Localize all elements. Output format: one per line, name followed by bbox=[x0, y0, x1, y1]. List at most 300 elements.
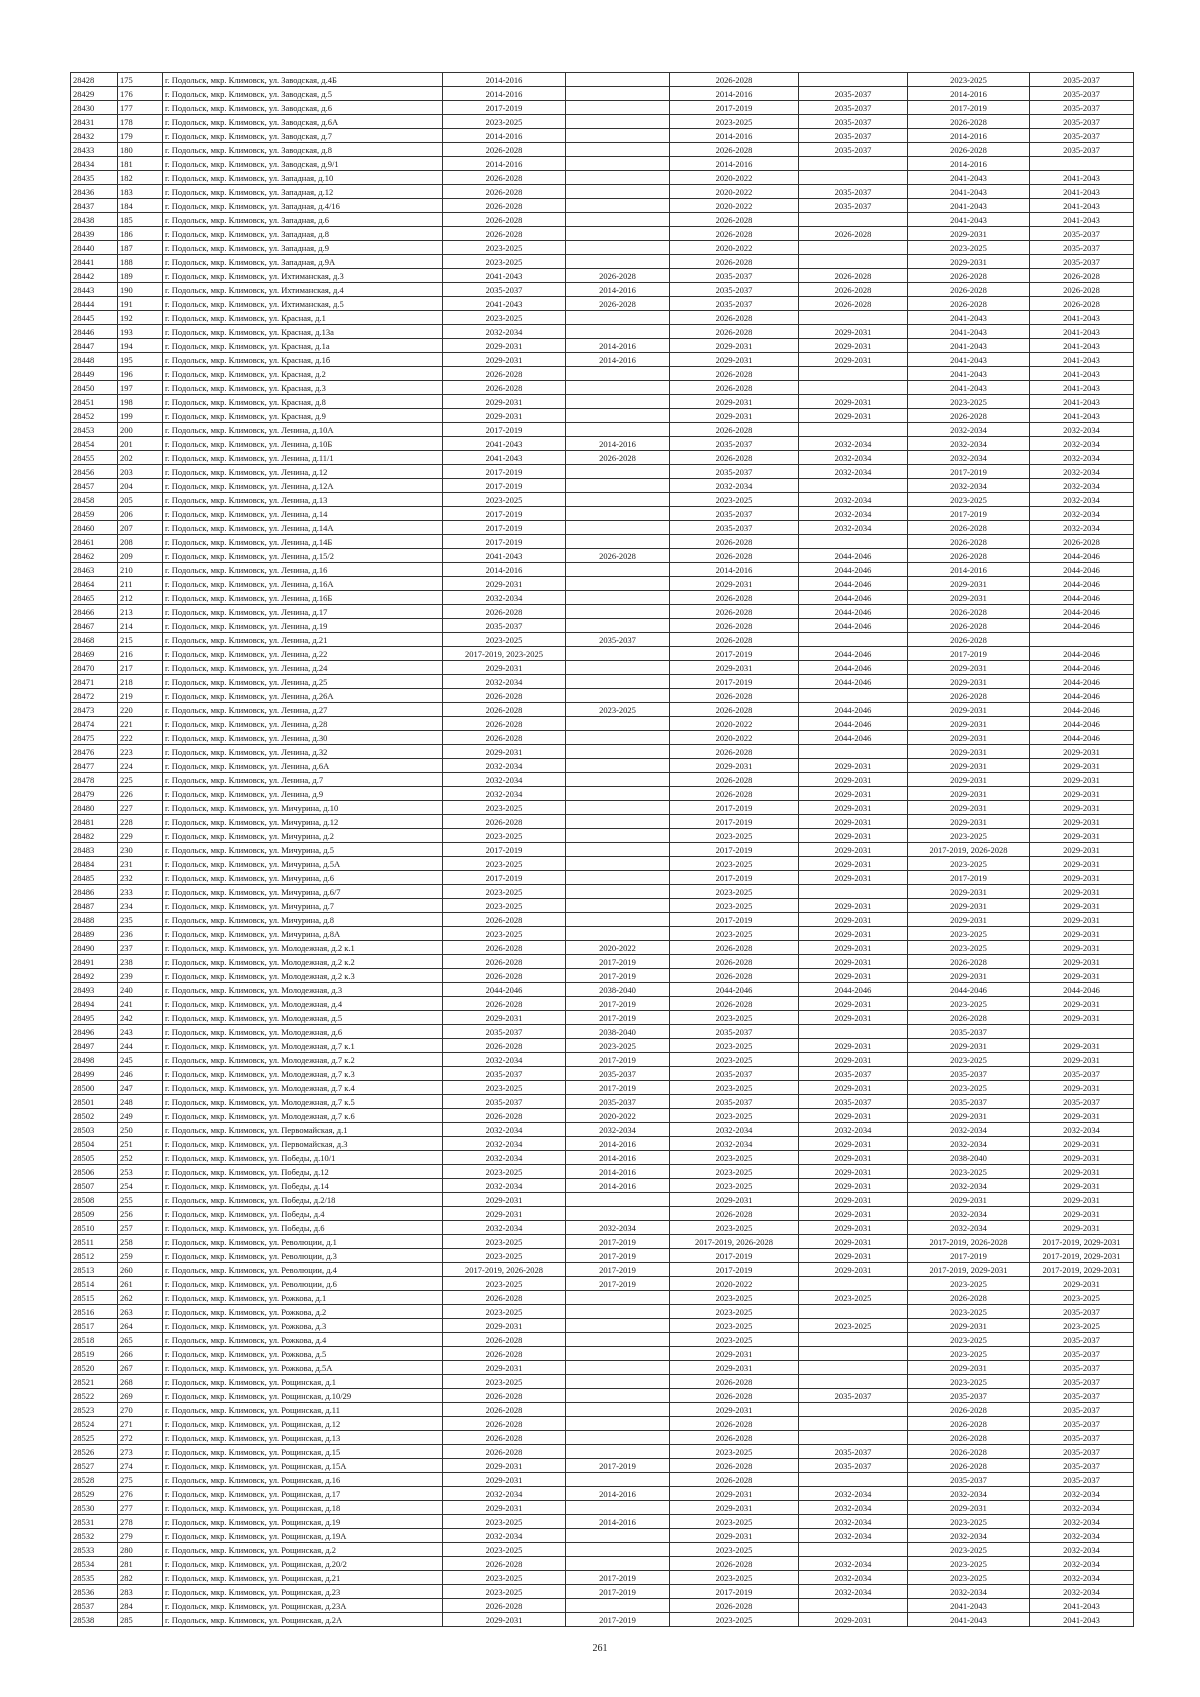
item-number-cell: 285 bbox=[118, 1613, 163, 1627]
item-number-cell: 282 bbox=[118, 1571, 163, 1585]
period-3-cell: 2035-2037 bbox=[670, 1025, 799, 1039]
record-number-cell: 28536 bbox=[71, 1585, 118, 1599]
record-number-cell: 28472 bbox=[71, 689, 118, 703]
item-number-cell: 239 bbox=[118, 969, 163, 983]
record-number-cell: 28504 bbox=[71, 1137, 118, 1151]
table-row bbox=[71, 1501, 1134, 1515]
period-3-cell: 2023-2025 bbox=[670, 1333, 799, 1347]
record-number-cell: 28482 bbox=[71, 829, 118, 843]
period-1-cell: 2035-2037 bbox=[443, 1095, 566, 1109]
record-number-cell: 28513 bbox=[71, 1263, 118, 1277]
period-3-cell: 2026-2028 bbox=[670, 213, 799, 227]
item-number-cell: 204 bbox=[118, 479, 163, 493]
period-5-cell: 2023-2025 bbox=[908, 1515, 1030, 1529]
period-2-cell: 2035-2037 bbox=[566, 1095, 670, 1109]
period-3-cell: 2026-2028 bbox=[670, 255, 799, 269]
period-6-cell: 2017-2019, 2029-2031 bbox=[1030, 1235, 1134, 1249]
period-1-cell: 2026-2028 bbox=[443, 913, 566, 927]
period-2-cell: 2023-2025 bbox=[566, 1039, 670, 1053]
period-5-cell: 2026-2028 bbox=[908, 619, 1030, 633]
period-5-cell: 2041-2043 bbox=[908, 171, 1030, 185]
period-1-cell: 2026-2028 bbox=[443, 1347, 566, 1361]
period-2-cell bbox=[566, 675, 670, 689]
address-cell: г. Подольск, мкр. Климовск, ул. Молодежная, д.7 к.6 bbox=[163, 1109, 443, 1123]
table-row bbox=[71, 255, 1134, 269]
item-number-cell: 196 bbox=[118, 367, 163, 381]
table-row bbox=[71, 1165, 1134, 1179]
item-number-cell: 271 bbox=[118, 1417, 163, 1431]
period-5-cell: 2023-2025 bbox=[908, 1543, 1030, 1557]
item-number-cell: 226 bbox=[118, 787, 163, 801]
period-5-cell: 2032-2034 bbox=[908, 1137, 1030, 1151]
item-number-cell: 175 bbox=[118, 73, 163, 87]
record-number-cell: 28484 bbox=[71, 857, 118, 871]
period-2-cell bbox=[566, 913, 670, 927]
address-cell: г. Подольск, мкр. Климовск, ул. Рощинская, д.19 bbox=[163, 1515, 443, 1529]
period-5-cell: 2023-2025 bbox=[908, 1333, 1030, 1347]
period-6-cell: 2044-2046 bbox=[1030, 591, 1134, 605]
period-5-cell: 2032-2034 bbox=[908, 1529, 1030, 1543]
period-5-cell: 2023-2025 bbox=[908, 927, 1030, 941]
period-1-cell: 2032-2034 bbox=[443, 675, 566, 689]
address-cell: г. Подольск, мкр. Климовск, ул. Ленина, д.14 bbox=[163, 507, 443, 521]
record-number-cell: 28465 bbox=[71, 591, 118, 605]
record-number-cell: 28462 bbox=[71, 549, 118, 563]
period-5-cell: 2023-2025 bbox=[908, 1053, 1030, 1067]
period-1-cell: 2014-2016 bbox=[443, 73, 566, 87]
record-number-cell: 28483 bbox=[71, 843, 118, 857]
period-6-cell: 2029-2031 bbox=[1030, 899, 1134, 913]
period-5-cell: 2023-2025 bbox=[908, 241, 1030, 255]
address-cell: г. Подольск, мкр. Климовск, ул. Ленина, д.26А bbox=[163, 689, 443, 703]
period-6-cell: 2029-2031 bbox=[1030, 913, 1134, 927]
period-5-cell: 2041-2043 bbox=[908, 1613, 1030, 1627]
period-4-cell bbox=[799, 73, 908, 87]
period-3-cell: 2023-2025 bbox=[670, 885, 799, 899]
table-row bbox=[71, 325, 1134, 339]
period-1-cell: 2044-2046 bbox=[443, 983, 566, 997]
table-row bbox=[71, 1543, 1134, 1557]
period-3-cell: 2029-2031 bbox=[670, 1361, 799, 1375]
period-3-cell: 2023-2025 bbox=[670, 115, 799, 129]
period-4-cell: 2029-2031 bbox=[799, 773, 908, 787]
period-1-cell: 2026-2028 bbox=[443, 955, 566, 969]
period-6-cell: 2035-2037 bbox=[1030, 1305, 1134, 1319]
period-6-cell: 2041-2043 bbox=[1030, 353, 1134, 367]
period-4-cell: 2023-2025 bbox=[799, 1291, 908, 1305]
period-2-cell bbox=[566, 395, 670, 409]
address-cell: г. Подольск, мкр. Климовск, ул. Мичурина, д.6/7 bbox=[163, 885, 443, 899]
item-number-cell: 219 bbox=[118, 689, 163, 703]
period-2-cell: 2023-2025 bbox=[566, 703, 670, 717]
address-cell: г. Подольск, мкр. Климовск, ул. Ленина, д.16 bbox=[163, 563, 443, 577]
period-1-cell: 2041-2043 bbox=[443, 451, 566, 465]
record-number-cell: 28438 bbox=[71, 213, 118, 227]
table-row bbox=[71, 395, 1134, 409]
period-4-cell: 2044-2046 bbox=[799, 577, 908, 591]
period-6-cell: 2044-2046 bbox=[1030, 717, 1134, 731]
period-2-cell bbox=[566, 507, 670, 521]
period-1-cell: 2023-2025 bbox=[443, 1305, 566, 1319]
period-2-cell bbox=[566, 213, 670, 227]
table-row bbox=[71, 185, 1134, 199]
period-3-cell: 2023-2025 bbox=[670, 1543, 799, 1557]
address-cell: г. Подольск, мкр. Климовск, ул. Ленина, д.9 bbox=[163, 787, 443, 801]
period-2-cell bbox=[566, 1557, 670, 1571]
period-1-cell: 2032-2034 bbox=[443, 1529, 566, 1543]
record-number-cell: 28457 bbox=[71, 479, 118, 493]
period-1-cell: 2032-2034 bbox=[443, 591, 566, 605]
period-3-cell: 2023-2025 bbox=[670, 829, 799, 843]
period-3-cell: 2026-2028 bbox=[670, 1375, 799, 1389]
record-number-cell: 28456 bbox=[71, 465, 118, 479]
address-cell: г. Подольск, мкр. Климовск, ул. Победы, д.12 bbox=[163, 1165, 443, 1179]
period-1-cell: 2026-2028 bbox=[443, 689, 566, 703]
period-6-cell: 2044-2046 bbox=[1030, 549, 1134, 563]
table-row bbox=[71, 1445, 1134, 1459]
period-2-cell: 2017-2019 bbox=[566, 1081, 670, 1095]
item-number-cell: 253 bbox=[118, 1165, 163, 1179]
address-cell: г. Подольск, мкр. Климовск, ул. Западная, д.9А bbox=[163, 255, 443, 269]
address-cell: г. Подольск, мкр. Климовск, ул. Западная, д.4/16 bbox=[163, 199, 443, 213]
address-cell: г. Подольск, мкр. Климовск, ул. Рожкова, д.5А bbox=[163, 1361, 443, 1375]
period-1-cell: 2026-2028 bbox=[443, 1389, 566, 1403]
period-1-cell: 2026-2028 bbox=[443, 171, 566, 185]
address-cell: г. Подольск, мкр. Климовск, ул. Революции, д.1 bbox=[163, 1235, 443, 1249]
period-6-cell: 2029-2031 bbox=[1030, 857, 1134, 871]
period-4-cell bbox=[799, 1361, 908, 1375]
period-1-cell: 2023-2025 bbox=[443, 899, 566, 913]
period-1-cell: 2032-2034 bbox=[443, 325, 566, 339]
table-row bbox=[71, 115, 1134, 129]
address-cell: г. Подольск, мкр. Климовск, ул. Рощинская, д.23 bbox=[163, 1585, 443, 1599]
item-number-cell: 220 bbox=[118, 703, 163, 717]
period-5-cell: 2035-2037 bbox=[908, 1389, 1030, 1403]
address-cell: г. Подольск, мкр. Климовск, ул. Рощинская, д.15А bbox=[163, 1459, 443, 1473]
period-3-cell: 2026-2028 bbox=[670, 423, 799, 437]
address-cell: г. Подольск, мкр. Климовск, ул. Рощинская, д.2А bbox=[163, 1613, 443, 1627]
address-cell: г. Подольск, мкр. Климовск, ул. Заводская, д.6А bbox=[163, 115, 443, 129]
period-4-cell: 2035-2037 bbox=[799, 1445, 908, 1459]
period-3-cell: 2029-2031 bbox=[670, 1487, 799, 1501]
address-cell: г. Подольск, мкр. Климовск, ул. Ленина, д.11/1 bbox=[163, 451, 443, 465]
period-4-cell: 2035-2037 bbox=[799, 101, 908, 115]
period-1-cell: 2032-2034 bbox=[443, 1487, 566, 1501]
period-1-cell: 2017-2019 bbox=[443, 479, 566, 493]
period-3-cell: 2017-2019 bbox=[670, 675, 799, 689]
period-3-cell: 2017-2019 bbox=[670, 1249, 799, 1263]
address-cell: г. Подольск, мкр. Климовск, ул. Заводская, д.4Б bbox=[163, 73, 443, 87]
table-row bbox=[71, 1319, 1134, 1333]
period-6-cell: 2023-2025 bbox=[1030, 1291, 1134, 1305]
record-number-cell: 28473 bbox=[71, 703, 118, 717]
period-2-cell bbox=[566, 577, 670, 591]
record-number-cell: 28506 bbox=[71, 1165, 118, 1179]
address-cell: г. Подольск, мкр. Климовск, ул. Победы, д.6 bbox=[163, 1221, 443, 1235]
address-cell: г. Подольск, мкр. Климовск, ул. Революции, д.4 bbox=[163, 1263, 443, 1277]
record-number-cell: 28440 bbox=[71, 241, 118, 255]
period-2-cell bbox=[566, 1529, 670, 1543]
period-5-cell: 2023-2025 bbox=[908, 1375, 1030, 1389]
period-4-cell: 2032-2034 bbox=[799, 451, 908, 465]
period-4-cell: 2029-2031 bbox=[799, 997, 908, 1011]
period-5-cell: 2023-2025 bbox=[908, 829, 1030, 843]
table-row bbox=[71, 1431, 1134, 1445]
period-6-cell: 2032-2034 bbox=[1030, 451, 1134, 465]
period-6-cell: 2044-2046 bbox=[1030, 577, 1134, 591]
period-6-cell: 2032-2034 bbox=[1030, 493, 1134, 507]
period-5-cell: 2014-2016 bbox=[908, 157, 1030, 171]
address-cell: г. Подольск, мкр. Климовск, ул. Ихтиманская, д.4 bbox=[163, 283, 443, 297]
item-number-cell: 218 bbox=[118, 675, 163, 689]
period-2-cell bbox=[566, 591, 670, 605]
table-row bbox=[71, 479, 1134, 493]
item-number-cell: 180 bbox=[118, 143, 163, 157]
period-4-cell bbox=[799, 171, 908, 185]
table-row bbox=[71, 1557, 1134, 1571]
period-2-cell: 2017-2019 bbox=[566, 1053, 670, 1067]
period-3-cell: 2029-2031 bbox=[670, 1347, 799, 1361]
period-5-cell: 2035-2037 bbox=[908, 1067, 1030, 1081]
period-5-cell: 2041-2043 bbox=[908, 1599, 1030, 1613]
period-1-cell: 2035-2037 bbox=[443, 1067, 566, 1081]
item-number-cell: 228 bbox=[118, 815, 163, 829]
period-1-cell: 2023-2025 bbox=[443, 885, 566, 899]
period-3-cell: 2020-2022 bbox=[670, 731, 799, 745]
period-4-cell: 2029-2031 bbox=[799, 871, 908, 885]
item-number-cell: 176 bbox=[118, 87, 163, 101]
period-1-cell: 2029-2031 bbox=[443, 1011, 566, 1025]
item-number-cell: 237 bbox=[118, 941, 163, 955]
period-6-cell: 2035-2037 bbox=[1030, 1361, 1134, 1375]
period-1-cell: 2026-2028 bbox=[443, 1431, 566, 1445]
period-4-cell: 2032-2034 bbox=[799, 1515, 908, 1529]
table-row bbox=[71, 381, 1134, 395]
record-number-cell: 28475 bbox=[71, 731, 118, 745]
period-4-cell: 2029-2031 bbox=[799, 395, 908, 409]
period-1-cell: 2026-2028 bbox=[443, 1599, 566, 1613]
table-row bbox=[71, 493, 1134, 507]
period-4-cell: 2029-2031 bbox=[799, 815, 908, 829]
period-4-cell: 2029-2031 bbox=[799, 1151, 908, 1165]
record-number-cell: 28468 bbox=[71, 633, 118, 647]
period-2-cell bbox=[566, 1347, 670, 1361]
item-number-cell: 210 bbox=[118, 563, 163, 577]
period-1-cell: 2014-2016 bbox=[443, 87, 566, 101]
period-3-cell: 2044-2046 bbox=[670, 983, 799, 997]
period-3-cell: 2029-2031 bbox=[670, 395, 799, 409]
period-2-cell bbox=[566, 409, 670, 423]
period-6-cell: 2041-2043 bbox=[1030, 311, 1134, 325]
record-number-cell: 28435 bbox=[71, 171, 118, 185]
address-cell: г. Подольск, мкр. Климовск, ул. Ленина, д.10Б bbox=[163, 437, 443, 451]
table-row bbox=[71, 213, 1134, 227]
period-5-cell: 2029-2031 bbox=[908, 717, 1030, 731]
period-5-cell: 2029-2031 bbox=[908, 703, 1030, 717]
period-1-cell: 2026-2028 bbox=[443, 1445, 566, 1459]
address-cell: г. Подольск, мкр. Климовск, ул. Рощинская, д.15 bbox=[163, 1445, 443, 1459]
address-cell: г. Подольск, мкр. Климовск, ул. Ленина, д.13 bbox=[163, 493, 443, 507]
address-cell: г. Подольск, мкр. Климовск, ул. Молодежная, д.7 к.5 bbox=[163, 1095, 443, 1109]
period-1-cell: 2032-2034 bbox=[443, 1137, 566, 1151]
period-6-cell: 2032-2034 bbox=[1030, 1529, 1134, 1543]
period-2-cell: 2026-2028 bbox=[566, 549, 670, 563]
period-3-cell: 2023-2025 bbox=[670, 1151, 799, 1165]
table-row bbox=[71, 283, 1134, 297]
period-4-cell bbox=[799, 381, 908, 395]
table-row bbox=[71, 633, 1134, 647]
table-row bbox=[71, 171, 1134, 185]
address-cell: г. Подольск, мкр. Климовск, ул. Рощинская, д.23А bbox=[163, 1599, 443, 1613]
item-number-cell: 265 bbox=[118, 1333, 163, 1347]
record-number-cell: 28517 bbox=[71, 1319, 118, 1333]
period-5-cell: 2026-2028 bbox=[908, 689, 1030, 703]
address-cell: г. Подольск, мкр. Климовск, ул. Молодежная, д.6 bbox=[163, 1025, 443, 1039]
item-number-cell: 266 bbox=[118, 1347, 163, 1361]
period-2-cell bbox=[566, 927, 670, 941]
address-cell: г. Подольск, мкр. Климовск, ул. Мичурина, д.2 bbox=[163, 829, 443, 843]
address-cell: г. Подольск, мкр. Климовск, ул. Ленина, д.27 bbox=[163, 703, 443, 717]
period-1-cell: 2017-2019, 2026-2028 bbox=[443, 1263, 566, 1277]
table-row bbox=[71, 199, 1134, 213]
period-2-cell bbox=[566, 899, 670, 913]
record-number-cell: 28516 bbox=[71, 1305, 118, 1319]
period-6-cell: 2032-2034 bbox=[1030, 479, 1134, 493]
period-4-cell: 2044-2046 bbox=[799, 605, 908, 619]
period-5-cell: 2038-2040 bbox=[908, 1151, 1030, 1165]
item-number-cell: 280 bbox=[118, 1543, 163, 1557]
period-5-cell: 2023-2025 bbox=[908, 1277, 1030, 1291]
item-number-cell: 241 bbox=[118, 997, 163, 1011]
period-5-cell: 2014-2016 bbox=[908, 129, 1030, 143]
period-3-cell: 2026-2028 bbox=[670, 969, 799, 983]
period-2-cell bbox=[566, 717, 670, 731]
period-1-cell: 2017-2019 bbox=[443, 507, 566, 521]
period-2-cell bbox=[566, 311, 670, 325]
period-6-cell: 2032-2034 bbox=[1030, 423, 1134, 437]
item-number-cell: 211 bbox=[118, 577, 163, 591]
address-cell: г. Подольск, мкр. Климовск, ул. Молодежная, д.5 bbox=[163, 1011, 443, 1025]
period-5-cell: 2029-2031 bbox=[908, 661, 1030, 675]
item-number-cell: 188 bbox=[118, 255, 163, 269]
table-row bbox=[71, 913, 1134, 927]
period-1-cell: 2014-2016 bbox=[443, 157, 566, 171]
period-6-cell: 2035-2037 bbox=[1030, 1347, 1134, 1361]
record-number-cell: 28474 bbox=[71, 717, 118, 731]
period-3-cell: 2035-2037 bbox=[670, 283, 799, 297]
period-1-cell: 2032-2034 bbox=[443, 1123, 566, 1137]
record-number-cell: 28514 bbox=[71, 1277, 118, 1291]
period-3-cell: 2029-2031 bbox=[670, 1529, 799, 1543]
period-1-cell: 2035-2037 bbox=[443, 619, 566, 633]
period-6-cell: 2035-2037 bbox=[1030, 1431, 1134, 1445]
period-6-cell: 2029-2031 bbox=[1030, 1179, 1134, 1193]
address-cell: г. Подольск, мкр. Климовск, ул. Мичурина, д.10 bbox=[163, 801, 443, 815]
item-number-cell: 177 bbox=[118, 101, 163, 115]
record-number-cell: 28512 bbox=[71, 1249, 118, 1263]
period-4-cell: 2032-2034 bbox=[799, 1123, 908, 1137]
address-cell: г. Подольск, мкр. Климовск, ул. Ленина, д.32 bbox=[163, 745, 443, 759]
period-2-cell: 2032-2034 bbox=[566, 1221, 670, 1235]
period-6-cell: 2029-2031 bbox=[1030, 1221, 1134, 1235]
record-number-cell: 28511 bbox=[71, 1235, 118, 1249]
period-2-cell bbox=[566, 773, 670, 787]
period-5-cell: 2035-2037 bbox=[908, 1025, 1030, 1039]
period-3-cell: 2032-2034 bbox=[670, 1137, 799, 1151]
period-2-cell bbox=[566, 605, 670, 619]
period-4-cell: 2029-2031 bbox=[799, 1249, 908, 1263]
period-3-cell: 2020-2022 bbox=[670, 171, 799, 185]
period-1-cell: 2029-2031 bbox=[443, 1361, 566, 1375]
period-1-cell: 2026-2028 bbox=[443, 1333, 566, 1347]
period-2-cell: 2017-2019 bbox=[566, 997, 670, 1011]
item-number-cell: 197 bbox=[118, 381, 163, 395]
record-number-cell: 28526 bbox=[71, 1445, 118, 1459]
period-4-cell: 2029-2031 bbox=[799, 969, 908, 983]
address-cell: г. Подольск, мкр. Климовск, ул. Ихтиманская, д.3 bbox=[163, 269, 443, 283]
period-3-cell: 2026-2028 bbox=[670, 143, 799, 157]
period-5-cell: 2029-2031 bbox=[908, 745, 1030, 759]
period-3-cell: 2023-2025 bbox=[670, 927, 799, 941]
table-row bbox=[71, 1529, 1134, 1543]
address-cell: г. Подольск, мкр. Климовск, ул. Победы, д.14 bbox=[163, 1179, 443, 1193]
period-4-cell: 2032-2034 bbox=[799, 437, 908, 451]
period-5-cell: 2029-2031 bbox=[908, 731, 1030, 745]
item-number-cell: 192 bbox=[118, 311, 163, 325]
period-2-cell bbox=[566, 381, 670, 395]
record-number-cell: 28520 bbox=[71, 1361, 118, 1375]
period-4-cell bbox=[799, 745, 908, 759]
period-4-cell: 2029-2031 bbox=[799, 1081, 908, 1095]
period-4-cell: 2029-2031 bbox=[799, 759, 908, 773]
record-number-cell: 28499 bbox=[71, 1067, 118, 1081]
period-6-cell: 2023-2025 bbox=[1030, 1319, 1134, 1333]
item-number-cell: 246 bbox=[118, 1067, 163, 1081]
period-6-cell: 2041-2043 bbox=[1030, 367, 1134, 381]
item-number-cell: 221 bbox=[118, 717, 163, 731]
table-row bbox=[71, 451, 1134, 465]
table-row bbox=[71, 1277, 1134, 1291]
period-3-cell: 2035-2037 bbox=[670, 1095, 799, 1109]
period-4-cell: 2044-2046 bbox=[799, 563, 908, 577]
period-2-cell bbox=[566, 1305, 670, 1319]
period-6-cell: 2029-2031 bbox=[1030, 1053, 1134, 1067]
address-cell: г. Подольск, мкр. Климовск, ул. Ленина, д.28 bbox=[163, 717, 443, 731]
period-5-cell: 2029-2031 bbox=[908, 969, 1030, 983]
item-number-cell: 279 bbox=[118, 1529, 163, 1543]
period-3-cell: 2023-2025 bbox=[670, 899, 799, 913]
record-number-cell: 28498 bbox=[71, 1053, 118, 1067]
period-4-cell: 2029-2031 bbox=[799, 1109, 908, 1123]
period-1-cell: 2023-2025 bbox=[443, 1249, 566, 1263]
item-number-cell: 190 bbox=[118, 283, 163, 297]
period-2-cell bbox=[566, 521, 670, 535]
period-3-cell: 2017-2019 bbox=[670, 101, 799, 115]
period-1-cell: 2041-2043 bbox=[443, 269, 566, 283]
item-number-cell: 202 bbox=[118, 451, 163, 465]
period-5-cell: 2029-2031 bbox=[908, 1193, 1030, 1207]
table-row bbox=[71, 605, 1134, 619]
record-number-cell: 28485 bbox=[71, 871, 118, 885]
period-2-cell bbox=[566, 1389, 670, 1403]
period-2-cell bbox=[566, 619, 670, 633]
address-cell: г. Подольск, мкр. Климовск, ул. Рощинская, д.2 bbox=[163, 1543, 443, 1557]
table-row bbox=[71, 1221, 1134, 1235]
record-number-cell: 28518 bbox=[71, 1333, 118, 1347]
period-6-cell: 2029-2031 bbox=[1030, 745, 1134, 759]
period-1-cell: 2023-2025 bbox=[443, 311, 566, 325]
record-number-cell: 28508 bbox=[71, 1193, 118, 1207]
